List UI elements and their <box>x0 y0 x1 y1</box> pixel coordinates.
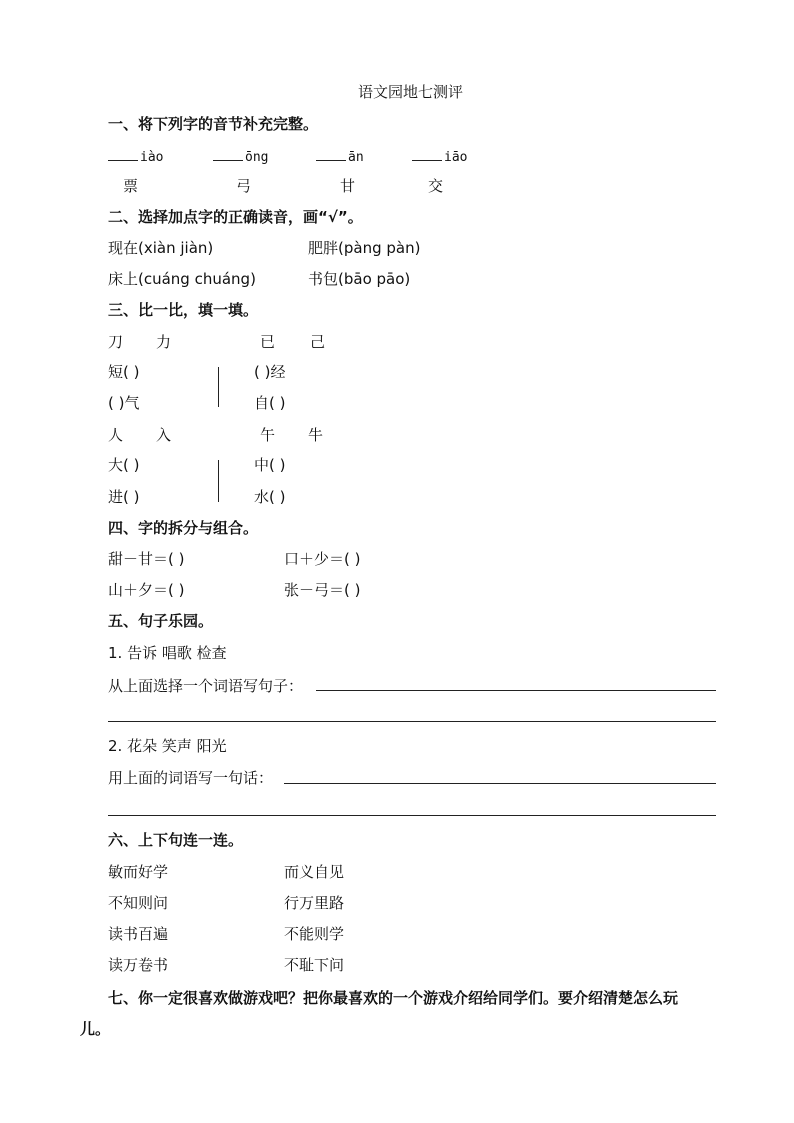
fill-blank[interactable]: 自( ) <box>254 394 286 412</box>
pinyin-blank-2[interactable] <box>213 146 268 168</box>
pinyin-final: iào <box>140 150 164 165</box>
char-split-item[interactable]: 口＋少＝( ) <box>284 550 361 568</box>
page-title: 语文园地七测评 <box>358 83 464 101</box>
match-right-item[interactable]: 不耻下问 <box>284 956 345 974</box>
pinyin-blank-3[interactable] <box>316 146 364 168</box>
answer-line[interactable] <box>316 690 716 691</box>
fill-blank[interactable]: 水( ) <box>254 488 286 506</box>
compare-char: 己 <box>310 333 326 351</box>
match-right-item[interactable]: 行万里路 <box>284 894 345 912</box>
match-right-item[interactable]: 不能则学 <box>284 925 345 943</box>
char-1: 票 <box>123 177 139 195</box>
section-1-heading: 一、将下列字的音节补充完整。 <box>108 115 319 133</box>
fill-blank[interactable]: ( )气 <box>108 394 140 412</box>
char-split-item[interactable]: 张－弓＝( ) <box>284 581 361 599</box>
compare-char: 已 <box>260 333 276 351</box>
char-split-item[interactable]: 山＋夕＝( ) <box>108 581 185 599</box>
section-7-question: 七、你一定很喜欢做游戏吧？把你最喜欢的一个游戏介绍给同学们。要介绍清楚怎么玩 <box>108 989 679 1007</box>
section-4-heading: 四、字的拆分与组合。 <box>108 519 259 537</box>
compare-char: 牛 <box>308 426 324 444</box>
match-left-item[interactable]: 敏而好学 <box>108 863 169 881</box>
answer-line[interactable] <box>108 721 716 722</box>
pinyin-blank-4[interactable] <box>412 146 467 168</box>
sentence-prompt-1: 从上面选择一个词语写句子： <box>108 677 304 695</box>
section-7-question-cont: 儿。 <box>80 1020 111 1038</box>
match-left-item[interactable]: 读万卷书 <box>108 956 169 974</box>
word-list-1: 1. 告诉 唱歌 检查 <box>108 644 227 662</box>
char-3: 甘 <box>340 177 356 195</box>
match-left-item[interactable]: 不知则问 <box>108 894 169 912</box>
pinyin-final: ōng <box>245 150 269 165</box>
pinyin-final: ān <box>348 150 364 165</box>
divider <box>218 460 219 502</box>
compare-char: 午 <box>260 426 276 444</box>
match-right-item[interactable]: 而义自见 <box>284 863 345 881</box>
char-2: 弓 <box>236 177 252 195</box>
char-4: 交 <box>428 177 444 195</box>
pinyin-blank-1[interactable] <box>108 146 163 168</box>
section-2-heading: 二、选择加点字的正确读音，画“√”。 <box>108 208 363 226</box>
fill-blank[interactable]: 中( ) <box>254 456 286 474</box>
char-split-item[interactable]: 甜－甘＝( ) <box>108 550 185 568</box>
section-5-heading: 五、句子乐园。 <box>108 612 214 630</box>
section-6-heading: 六、上下句连一连。 <box>108 831 244 849</box>
compare-char: 刀 <box>108 333 124 351</box>
pinyin-final: iāo <box>444 150 468 165</box>
fill-blank[interactable]: 进( ) <box>108 488 140 506</box>
match-left-item[interactable]: 读书百遍 <box>108 925 169 943</box>
reading-choice-2[interactable]: 肥胖(pàng pàn) <box>308 239 421 257</box>
compare-char: 人 <box>108 426 124 444</box>
reading-choice-3[interactable]: 床上(cuáng chuáng) <box>108 270 256 288</box>
compare-char: 力 <box>156 333 172 351</box>
fill-blank[interactable]: ( )经 <box>254 363 286 381</box>
answer-line[interactable] <box>284 783 716 784</box>
section-3-heading: 三、比一比，填一填。 <box>108 301 259 319</box>
word-list-2: 2. 花朵 笑声 阳光 <box>108 737 227 755</box>
fill-blank[interactable]: 大( ) <box>108 456 140 474</box>
sentence-prompt-2: 用上面的词语写一句话： <box>108 769 274 787</box>
reading-choice-1[interactable]: 现在(xiàn jiàn) <box>108 239 214 257</box>
divider <box>218 367 219 407</box>
reading-choice-4[interactable]: 书包(bāo pāo) <box>308 270 411 288</box>
fill-blank[interactable]: 短( ) <box>108 363 140 381</box>
compare-char: 入 <box>156 426 172 444</box>
answer-line[interactable] <box>108 815 716 816</box>
